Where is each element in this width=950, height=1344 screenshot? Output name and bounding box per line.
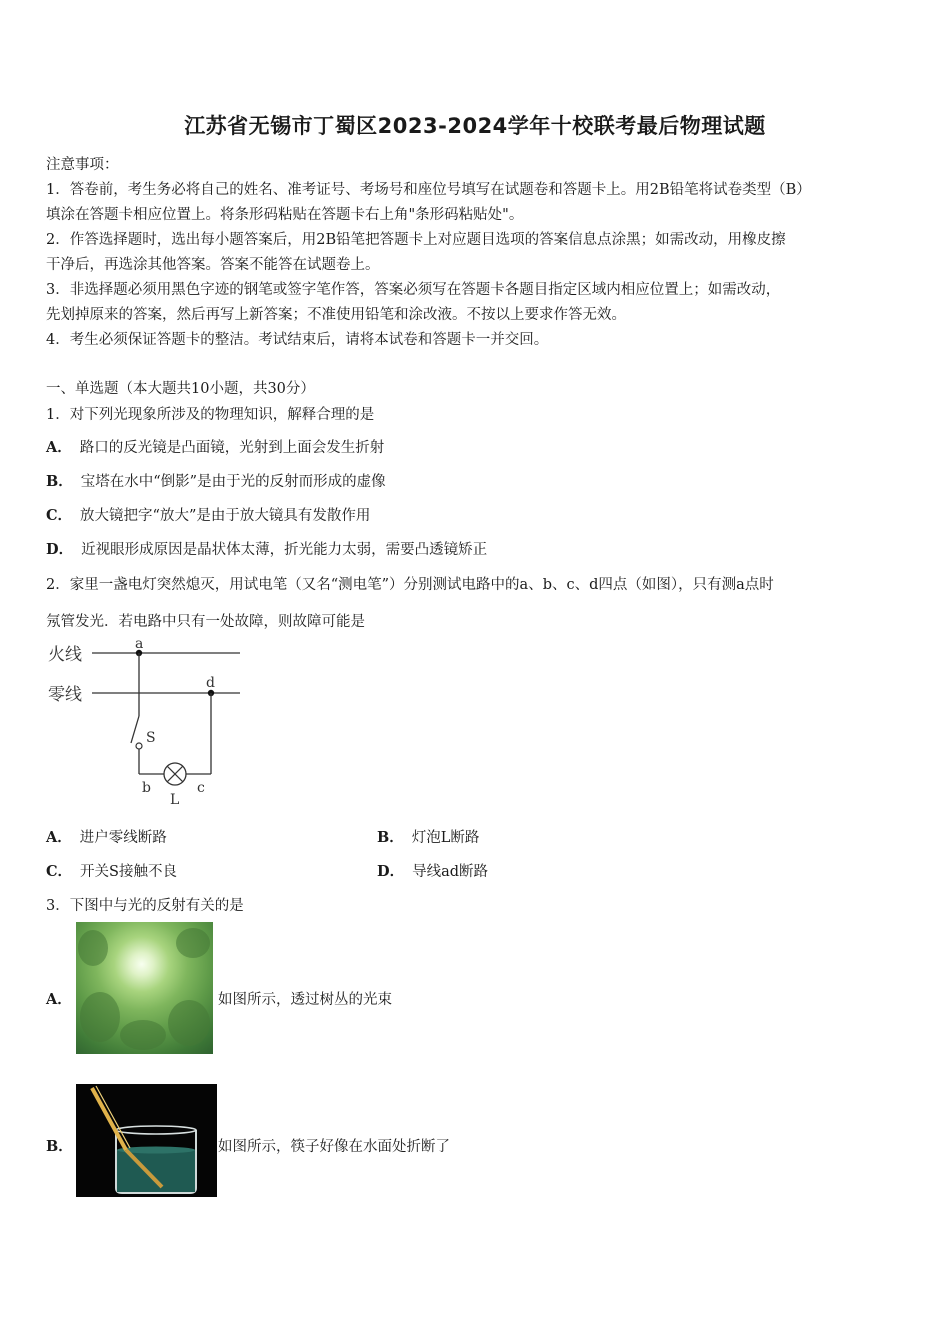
note-1-line-1: 1．答卷前，考生务必将自己的姓名、准考证号、考场号和座位号填写在试题卷和答题卡上。用2B铅笔将试卷类型（B）: [46, 182, 811, 198]
notes-heading: 注意事项：: [46, 157, 119, 173]
beaker-chopstick-image: [76, 1084, 217, 1197]
question-2-option-a: [46, 826, 167, 847]
option-letter: C．: [46, 863, 73, 880]
option-text: 放大镜把字“放大”是由于放大镜具有发散作用: [80, 508, 371, 524]
page-title: 江苏省无锡市丁蜀区2023-2024学年十校联考最后物理试题: [184, 114, 766, 138]
note-1-line-2: 填涂在答题卡相应位置上。将条形码粘贴在答题卡右上角"条形码粘贴处"。: [46, 207, 524, 223]
option-letter: D．: [46, 541, 74, 558]
option-letter: B．: [377, 829, 404, 846]
label-lamp: L: [170, 792, 180, 808]
question-2-option-b: [377, 826, 479, 847]
label-d: d: [206, 675, 215, 691]
option-letter: A．: [46, 439, 72, 456]
option-text: 导线ad断路: [412, 864, 489, 880]
option-text: 进户零线断路: [79, 830, 167, 846]
label-switch: S: [146, 730, 156, 746]
beaker-illustration: [76, 1084, 217, 1197]
option-text: 宝塔在水中“倒影”是由于光的反射而形成的虚像: [80, 474, 386, 490]
question-3-stem: 3．下图中与光的反射有关的是: [46, 898, 244, 914]
section-heading: 一、单选题（本大题共10小题，共30分）: [46, 381, 315, 397]
option-letter: C．: [46, 507, 73, 524]
question-3-option-a-letter: A．: [46, 991, 72, 1008]
note-3-line-1: 3．非选择题必须用黑色字迹的钢笔或签字笔作答，答案必须写在答题卡各题目指定区域内相应位置上；如需改动，: [46, 282, 781, 298]
label-a: a: [135, 636, 144, 652]
question-1-option-a: [46, 436, 384, 457]
switch-blade: [131, 716, 139, 743]
question-2-stem-line-2: 氖管发光．若电路中只有一处故障，则故障可能是: [46, 614, 365, 630]
neutral-wire-label: 零线: [48, 685, 82, 705]
question-1-option-c: [46, 504, 370, 525]
option-letter: A．: [46, 829, 72, 846]
switch-contact: [136, 743, 142, 749]
forest-light-image: [76, 922, 213, 1054]
option-letter: D．: [377, 863, 405, 880]
question-1-option-d: [46, 538, 487, 559]
question-2-option-d: [377, 860, 488, 881]
label-c: c: [197, 780, 205, 796]
note-2-line-1: 2．作答选择题时，选出每小题答案后，用2B铅笔把答题卡上对应题目选项的答案信息点涂黑；如需改动，用橡皮擦: [46, 232, 786, 248]
live-wire-label: 火线: [48, 645, 82, 665]
question-3-option-b-text: 如图所示，筷子好像在水面处折断了: [218, 1139, 450, 1155]
circuit-diagram: [46, 636, 246, 811]
question-3-option-b-letter: B．: [46, 1138, 73, 1155]
question-1-option-b: [46, 470, 386, 491]
question-3-option-a-text: 如图所示，透过树丛的光束: [218, 992, 392, 1008]
option-text: 灯泡L断路: [411, 830, 480, 846]
option-text: 路口的反光镜是凸面镜，光射到上面会发生折射: [79, 440, 385, 456]
note-4: 4．考生必须保证答题卡的整洁。考试结束后，请将本试卷和答题卡一并交回。: [46, 332, 549, 348]
question-2-option-c: [46, 860, 177, 881]
option-text: 近视眼形成原因是晶状体太薄，折光能力太弱，需要凸透镜矫正: [81, 542, 488, 558]
note-2-line-2: 干净后，再选涂其他答案。答案不能答在试题卷上。: [46, 257, 380, 273]
question-2-stem-line-1: 2．家里一盏电灯突然熄灭，用试电笔（又名“测电笔”）分别测试电路中的a、b、c、d四点（如图），只有测a点时: [46, 577, 774, 593]
label-b: b: [142, 780, 151, 796]
question-1-stem: 1．对下列光现象所涉及的物理知识，解释合理的是: [46, 407, 375, 423]
option-text: 开关S接触不良: [80, 864, 177, 880]
note-3-line-2: 先划掉原来的答案，然后再写上新答案；不准使用铅笔和涂改液。不按以上要求作答无效。: [46, 307, 626, 323]
option-letter: B．: [46, 473, 73, 490]
